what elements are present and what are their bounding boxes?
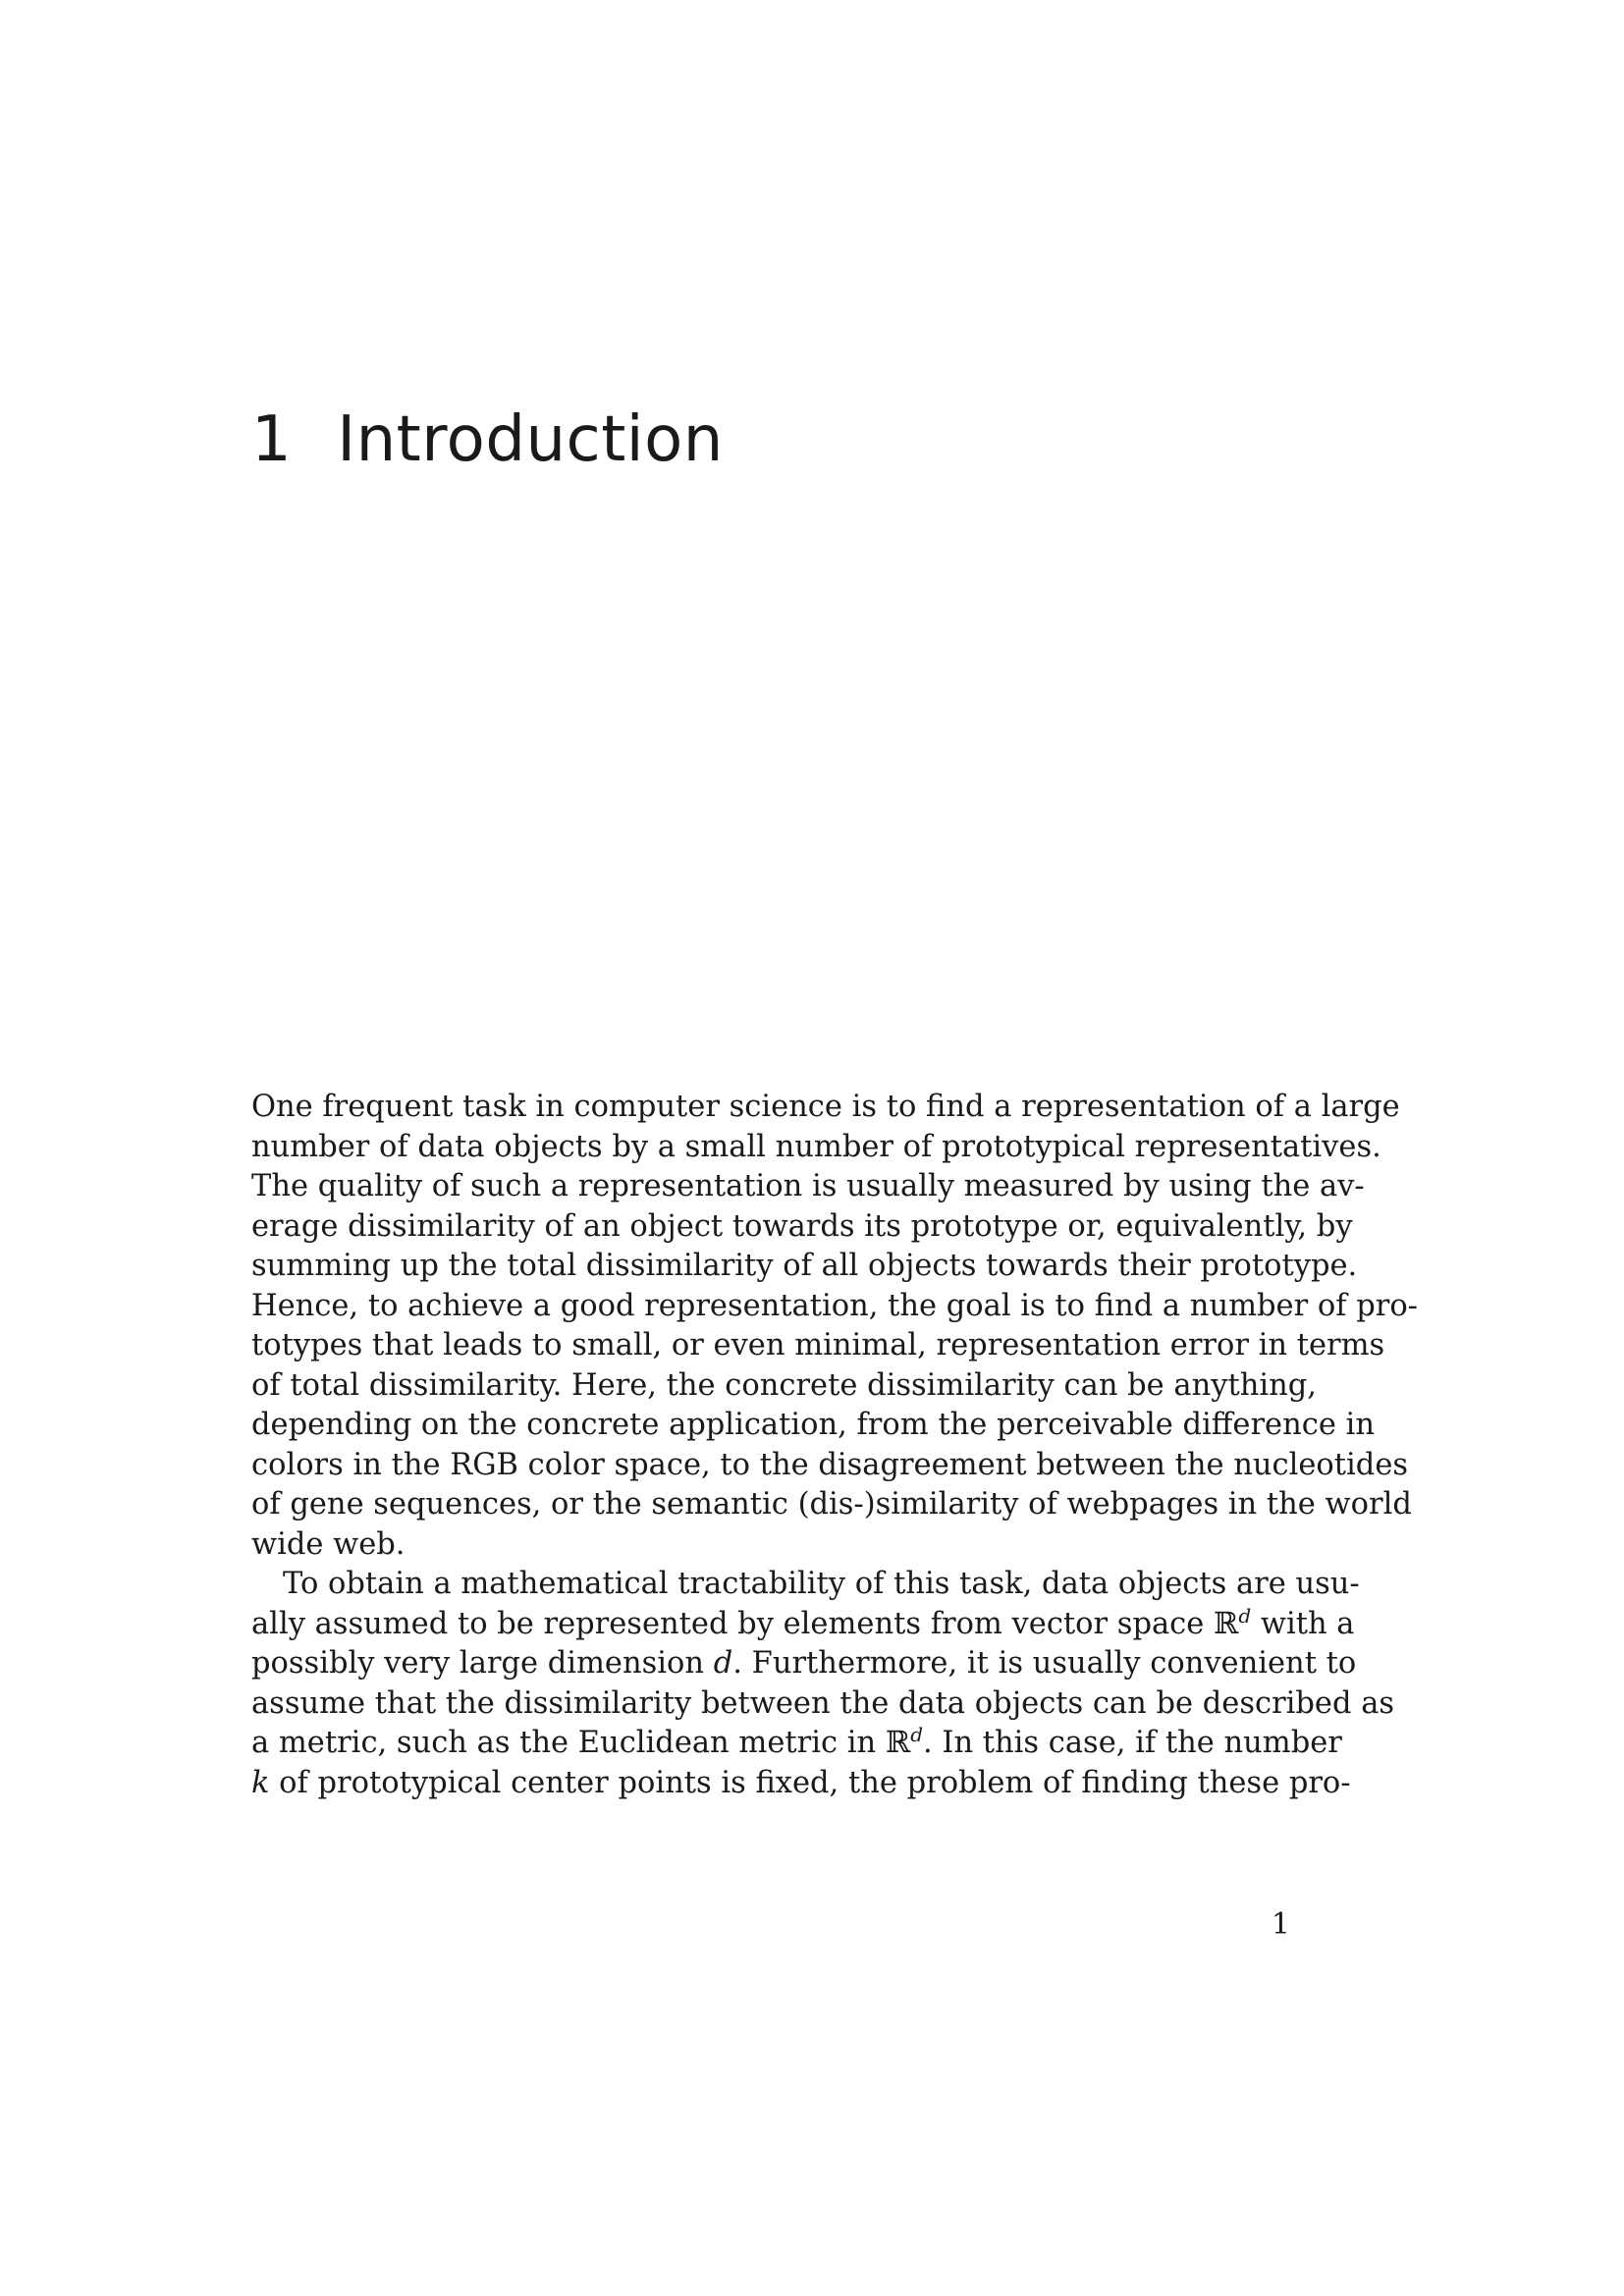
text-line-with-math: [251, 1764, 1351, 1804]
text-fragment: of prototypical center points is fixed, the problem of finding these pro-: [269, 1765, 1351, 1800]
text-fragment: with a: [1251, 1606, 1355, 1641]
text-line-with-math: [251, 1603, 1355, 1645]
chapter-title: Introduction: [337, 403, 724, 476]
text-line: totypes that leads to small, or even minimal, representation error in terms: [251, 1328, 1385, 1362]
text-line: number of data objects by a small number of prototypical representatives.: [251, 1129, 1381, 1164]
chapter-number: 1: [251, 403, 293, 476]
math-variable-d: d: [713, 1646, 733, 1681]
text-fragment: ally assumed to be represented by elements from vector space ℝ: [251, 1606, 1239, 1641]
math-superscript-d: d: [1238, 1603, 1252, 1628]
text-line: erage dissimilarity of an object towards its prototype or, equivalently, by: [251, 1208, 1353, 1244]
chapter-heading: [251, 400, 724, 479]
text-line: colors in the RGB color space, to the disagreement between the nucleotides: [251, 1447, 1409, 1482]
text-line: Hence, to achieve a good representation, the goal is to find a number of pro-: [251, 1288, 1418, 1323]
text-line: summing up the total dissimilarity of all objects towards their prototype.: [251, 1249, 1358, 1283]
text-fragment: . Furthermore, it is usually convenient to: [732, 1646, 1357, 1681]
paragraph-1: [251, 1088, 1418, 1565]
page-number: 1: [1271, 1907, 1290, 1942]
text-line: wide web.: [251, 1526, 406, 1562]
text-line: of gene sequences, or the semantic (dis-)similarity of webpages in the world: [251, 1487, 1412, 1522]
paragraph-2: [251, 1565, 1395, 1803]
text-fragment: a metric, such as the Euclidean metric in ℝ: [251, 1726, 911, 1760]
text-line-with-math: [251, 1722, 1342, 1764]
text-fragment: . In this case, if the number: [923, 1726, 1342, 1760]
text-line: The quality of such a representation is usually measured by using the av-: [251, 1169, 1365, 1203]
math-variable-k: k: [251, 1765, 270, 1800]
text-line: assume that the dissimilarity between the data objects can be described as: [251, 1685, 1395, 1721]
text-line: depending on the concrete application, from the perceivable difference in: [251, 1408, 1375, 1442]
text-line: To obtain a mathematical tractability of this task, data objects are usu-: [283, 1567, 1360, 1601]
body-text: [251, 1088, 1418, 1803]
text-line-with-math: [251, 1644, 1357, 1684]
text-line: of total dissimilarity. Here, the concrete dissimilarity can be anything,: [251, 1367, 1317, 1403]
math-superscript-d: d: [910, 1722, 923, 1746]
text-fragment: possibly very large dimension: [251, 1646, 714, 1681]
text-line: One frequent task in computer science is to find a representation of a large: [251, 1090, 1400, 1124]
